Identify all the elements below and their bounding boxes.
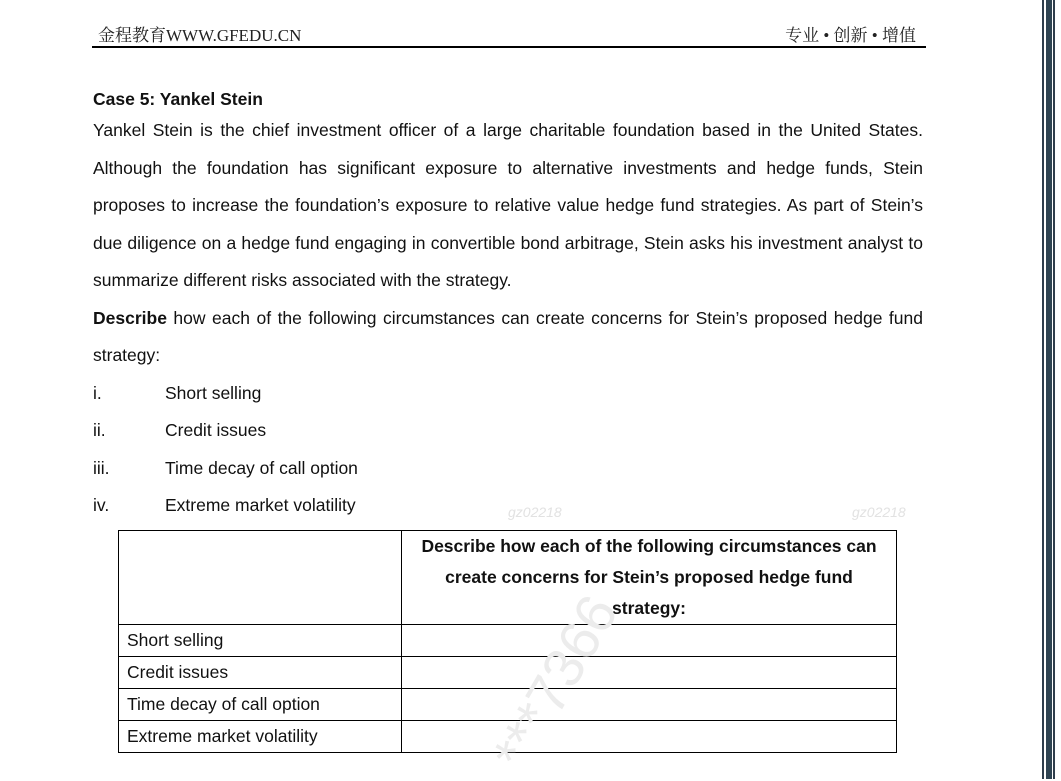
case-paragraph: Yankel Stein is the chief investment officer of a large charitable foundation based in the United States. Although the foundation has significant exposure to alternative investments and hedge funds, Stein proposes to increase the foundation’s exposure to relative value hedge fund strategies. As part of Stein’s due diligence on a hedge fund engaging in convertible bond arbitrage, Stein asks his investment analyst to summarize different risks associated with the strategy.: [93, 120, 923, 290]
case-content: [93, 86, 923, 525]
watermark-text: gz02218: [852, 504, 906, 520]
list-item: [93, 412, 923, 450]
row-answer-cell[interactable]: [402, 625, 897, 657]
row-label: Time decay of call option: [119, 689, 402, 721]
row-label: Extreme market volatility: [119, 721, 402, 753]
list-number: iv.: [93, 495, 110, 515]
scrollbar-edge: [1042, 0, 1044, 779]
question-rest: how each of the following circumstances can create concerns for Stein’s proposed hedge fund strategy:: [93, 307, 923, 365]
circumstance-list: [93, 375, 923, 525]
table-header-describe: Describe how each of the following circumstances can create concerns for Stein’s proposed hedge fund strategy:: [402, 531, 897, 625]
case-title: Case 5: Yankel Stein: [93, 89, 263, 109]
page-header: [92, 18, 926, 48]
row-answer-cell[interactable]: [402, 689, 897, 721]
list-text: Credit issues: [165, 420, 267, 440]
question-prompt: [93, 300, 923, 375]
window-scrollbar[interactable]: [1020, 0, 1061, 779]
list-number: iii.: [93, 457, 110, 478]
scrollbar-thumb[interactable]: [1046, 0, 1052, 779]
list-text: Time decay of call option: [165, 457, 358, 478]
question-bold: Describe: [93, 307, 167, 328]
list-text: Short selling: [165, 382, 262, 403]
row-answer-cell[interactable]: [402, 657, 897, 689]
list-item: [93, 375, 923, 413]
row-answer-cell[interactable]: [402, 721, 897, 753]
table-header-empty: [119, 531, 402, 625]
list-item: [93, 450, 923, 488]
list-number: ii.: [93, 420, 106, 440]
row-label: Short selling: [119, 625, 402, 657]
watermark-text: gz02218: [508, 504, 562, 520]
header-brand: 金程教育WWW.GFEDU.CN: [98, 26, 302, 45]
row-label: Credit issues: [119, 657, 402, 689]
table-row: [119, 657, 897, 689]
table-header-row: [119, 531, 897, 625]
table-row: [119, 625, 897, 657]
list-text: Extreme market volatility: [165, 495, 356, 515]
watermark-large: ***7366: [480, 584, 630, 781]
header-slogan: 专业 • 创新 • 增值: [785, 26, 916, 45]
list-number: i.: [93, 382, 102, 403]
scrollbar-edge: [1053, 0, 1055, 779]
